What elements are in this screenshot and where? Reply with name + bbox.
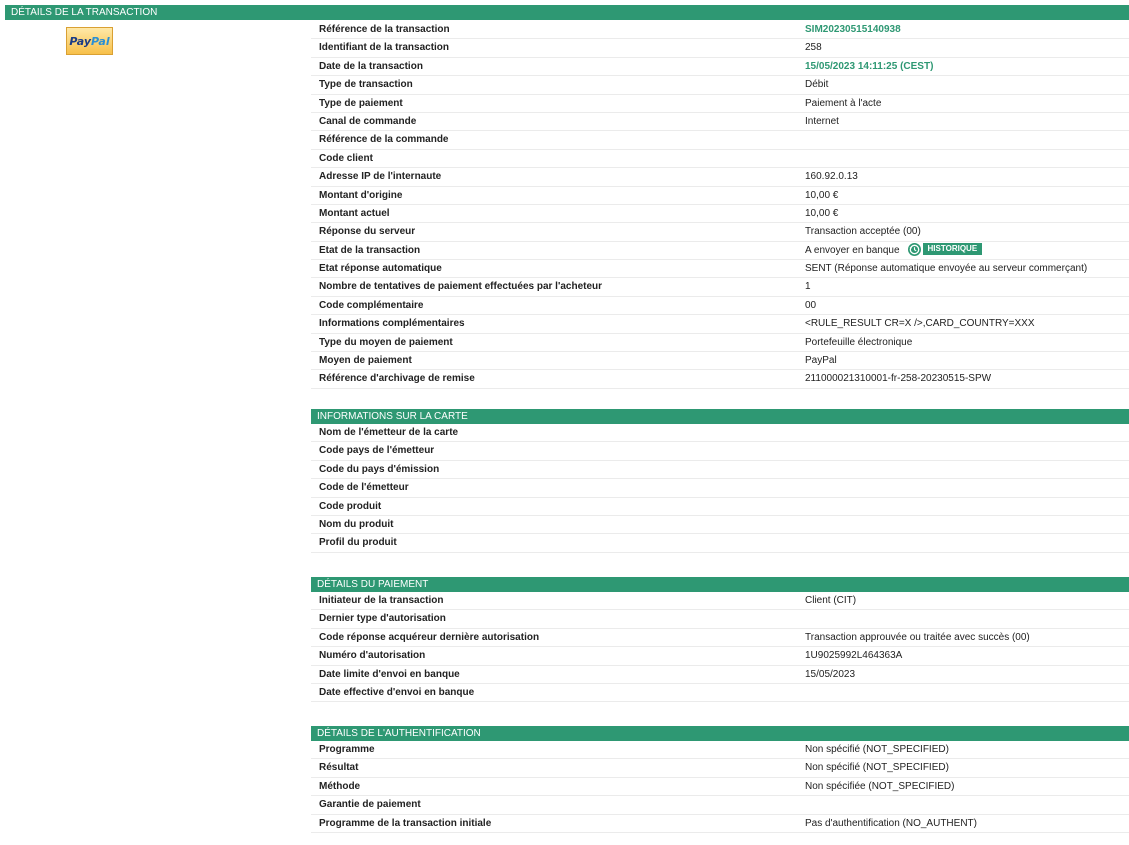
detail-row [311,76,1129,94]
detail-label: Code pays de l'émetteur [319,445,435,457]
detail-row [311,815,1129,833]
detail-label: Date effective d'envoi en banque [319,686,475,698]
detail-value-text: 10,00 € [805,189,839,201]
detail-label: Dernier type d'autorisation [319,613,446,625]
detail-value-text: Portefeuille électronique [805,336,913,348]
detail-row [311,39,1129,57]
detail-row [311,352,1129,370]
detail-value-text: 10,00 € [805,207,839,219]
payment-rows [311,592,1129,702]
detail-row [311,278,1129,296]
detail-label: Date limite d'envoi en banque [319,668,460,680]
detail-label: Référence d'archivage de remise [319,373,475,385]
detail-value [805,741,949,759]
detail-label: Programme [319,744,375,755]
detail-row [311,260,1129,278]
detail-value-text: Transaction acceptée (00) [805,226,921,238]
detail-row [311,315,1129,333]
detail-row [311,629,1129,647]
detail-label: Méthode [319,780,361,792]
detail-row [311,58,1129,76]
detail-value [805,95,881,113]
detail-value [805,168,858,186]
detail-label: Date de la transaction [319,60,423,72]
detail-row [311,516,1129,534]
detail-value-text: Paiement à l'acte [805,97,882,109]
detail-label: Montant d'origine [319,189,403,201]
detail-value-text: Non spécifiée (NOT_SPECIFIED) [805,780,955,792]
detail-row [311,223,1129,241]
detail-row [311,242,1129,260]
detail-value-text: PayPal [805,355,837,367]
detail-value [805,242,982,260]
detail-value-text: <RULE_RESULT CR=X />,CARD_COUNTRY=XXX [805,318,1035,330]
paypal-logo-pal: Pal [91,34,110,48]
detail-row [311,442,1129,460]
detail-value [805,113,839,131]
detail-value [805,647,902,665]
detail-value [805,629,1030,647]
detail-label: Type de transaction [319,79,413,91]
detail-value-text: Pas d'authentification (NO_AUTHENT) [805,817,977,829]
detail-row [311,297,1129,315]
card-section-header: INFORMATIONS SUR LA CARTE [311,409,1129,424]
detail-row [311,21,1129,39]
detail-value-text: SENT (Réponse automatique envoyée au serveur commerçant) [805,263,1088,275]
detail-value-text: 211000021310001-fr-258-20230515-SPW [805,373,992,385]
detail-label: Adresse IP de l'internaute [319,171,442,183]
detail-label: Code de l'émetteur [319,482,409,494]
payment-section-header: DÉTAILS DU PAIEMENT [311,577,1129,592]
detail-label: Code client [319,152,373,164]
detail-label: Réponse du serveur [319,226,416,238]
detail-label: Code complémentaire [319,299,424,311]
detail-value-text: 1 [805,281,811,293]
detail-row [311,534,1129,552]
detail-row [311,113,1129,131]
detail-value-text: 15/05/2023 14:11:25 (CEST) [805,60,934,72]
detail-row [311,647,1129,665]
detail-label: Etat de la transaction [319,244,421,256]
auth-section-header: DÉTAILS DE L'AUTHENTIFICATION [311,726,1129,741]
detail-label: Etat réponse automatique [319,263,442,275]
detail-row [311,592,1129,610]
detail-value-text: Débit [805,79,829,91]
detail-row [311,334,1129,352]
detail-row [311,131,1129,149]
detail-label: Nom du produit [319,518,394,530]
detail-value [805,334,912,352]
detail-row [311,796,1129,814]
detail-label: Initiateur de la transaction [319,595,444,606]
detail-label: Type du moyen de paiement [319,336,453,348]
detail-label: Programme de la transaction initiale [319,817,492,829]
detail-row [311,370,1129,388]
detail-label: Code du pays d'émission [319,463,440,475]
detail-row [311,741,1129,759]
detail-row [311,461,1129,479]
detail-label: Référence de la commande [319,134,449,146]
detail-value [805,205,838,223]
detail-label: Code produit [319,500,382,512]
detail-row [311,168,1129,186]
detail-label: Moyen de paiement [319,355,412,367]
detail-row [311,479,1129,497]
paypal-logo-pay: Pay [69,34,92,48]
detail-value [805,76,828,94]
history-icon [908,243,921,256]
detail-value-text: A envoyer en banque [805,244,900,256]
detail-value [805,778,955,796]
detail-value-text: 1U9025992L464363A [805,650,903,662]
detail-value-text: SIM20230515140938 [805,24,901,35]
detail-row [311,759,1129,777]
detail-value [805,223,921,241]
transaction-details-header: DÉTAILS DE LA TRANSACTION [5,5,1129,20]
detail-value [805,278,811,296]
detail-value [805,39,822,57]
history-button[interactable] [908,243,983,255]
detail-label: Garantie de paiement [319,799,421,811]
detail-value [805,370,991,388]
detail-value-text: Transaction approuvée ou traitée avec succès (00) [805,631,1030,643]
detail-label: Type de paiement [319,97,403,109]
detail-value [805,759,949,777]
detail-value-text: Non spécifié (NOT_SPECIFIED) [805,762,949,774]
detail-row [311,610,1129,628]
detail-label: Canal de commande [319,115,417,127]
detail-value [805,297,816,315]
detail-value [805,315,1035,333]
detail-row [311,187,1129,205]
detail-value-text: Internet [805,115,839,127]
detail-value [805,21,901,39]
detail-label: Nombre de tentatives de paiement effectuées par l'acheteur [319,281,603,293]
detail-row [311,498,1129,516]
detail-value-text: 258 [805,42,822,54]
transaction-rows [311,21,1129,389]
detail-label: Profil du produit [319,537,397,549]
payment-section [311,577,1129,702]
card-section [311,409,1129,553]
detail-value-text: 00 [805,299,817,311]
detail-row [311,95,1129,113]
detail-label: Numéro d'autorisation [319,650,426,662]
detail-label: Montant actuel [319,207,390,219]
detail-label: Référence de la transaction [319,24,450,35]
detail-value [805,815,977,833]
detail-row [311,684,1129,702]
detail-row [311,205,1129,223]
detail-row [311,150,1129,168]
detail-label: Identifiant de la transaction [319,42,450,54]
detail-label: Code réponse acquéreur dernière autorisation [319,631,540,643]
detail-row [311,424,1129,442]
detail-value [805,592,856,610]
detail-label: Informations complémentaires [319,318,465,330]
detail-value-text: Client (CIT) [805,595,857,606]
auth-section [311,726,1129,833]
detail-value-text: Non spécifié (NOT_SPECIFIED) [805,744,949,755]
detail-value-text: 160.92.0.13 [805,171,858,183]
auth-rows [311,741,1129,833]
paypal-logo [66,27,113,55]
detail-value [805,260,1087,278]
card-rows [311,424,1129,553]
detail-label: Nom de l'émetteur de la carte [319,427,459,438]
detail-value [805,58,933,76]
transaction-section [311,21,1129,389]
detail-row [311,666,1129,684]
detail-value-text: 15/05/2023 [805,668,856,680]
history-button-label: HISTORIQUE [923,243,983,255]
detail-value [805,352,837,370]
detail-label: Résultat [319,762,359,774]
detail-row [311,778,1129,796]
detail-value [805,666,855,684]
detail-value [805,187,838,205]
